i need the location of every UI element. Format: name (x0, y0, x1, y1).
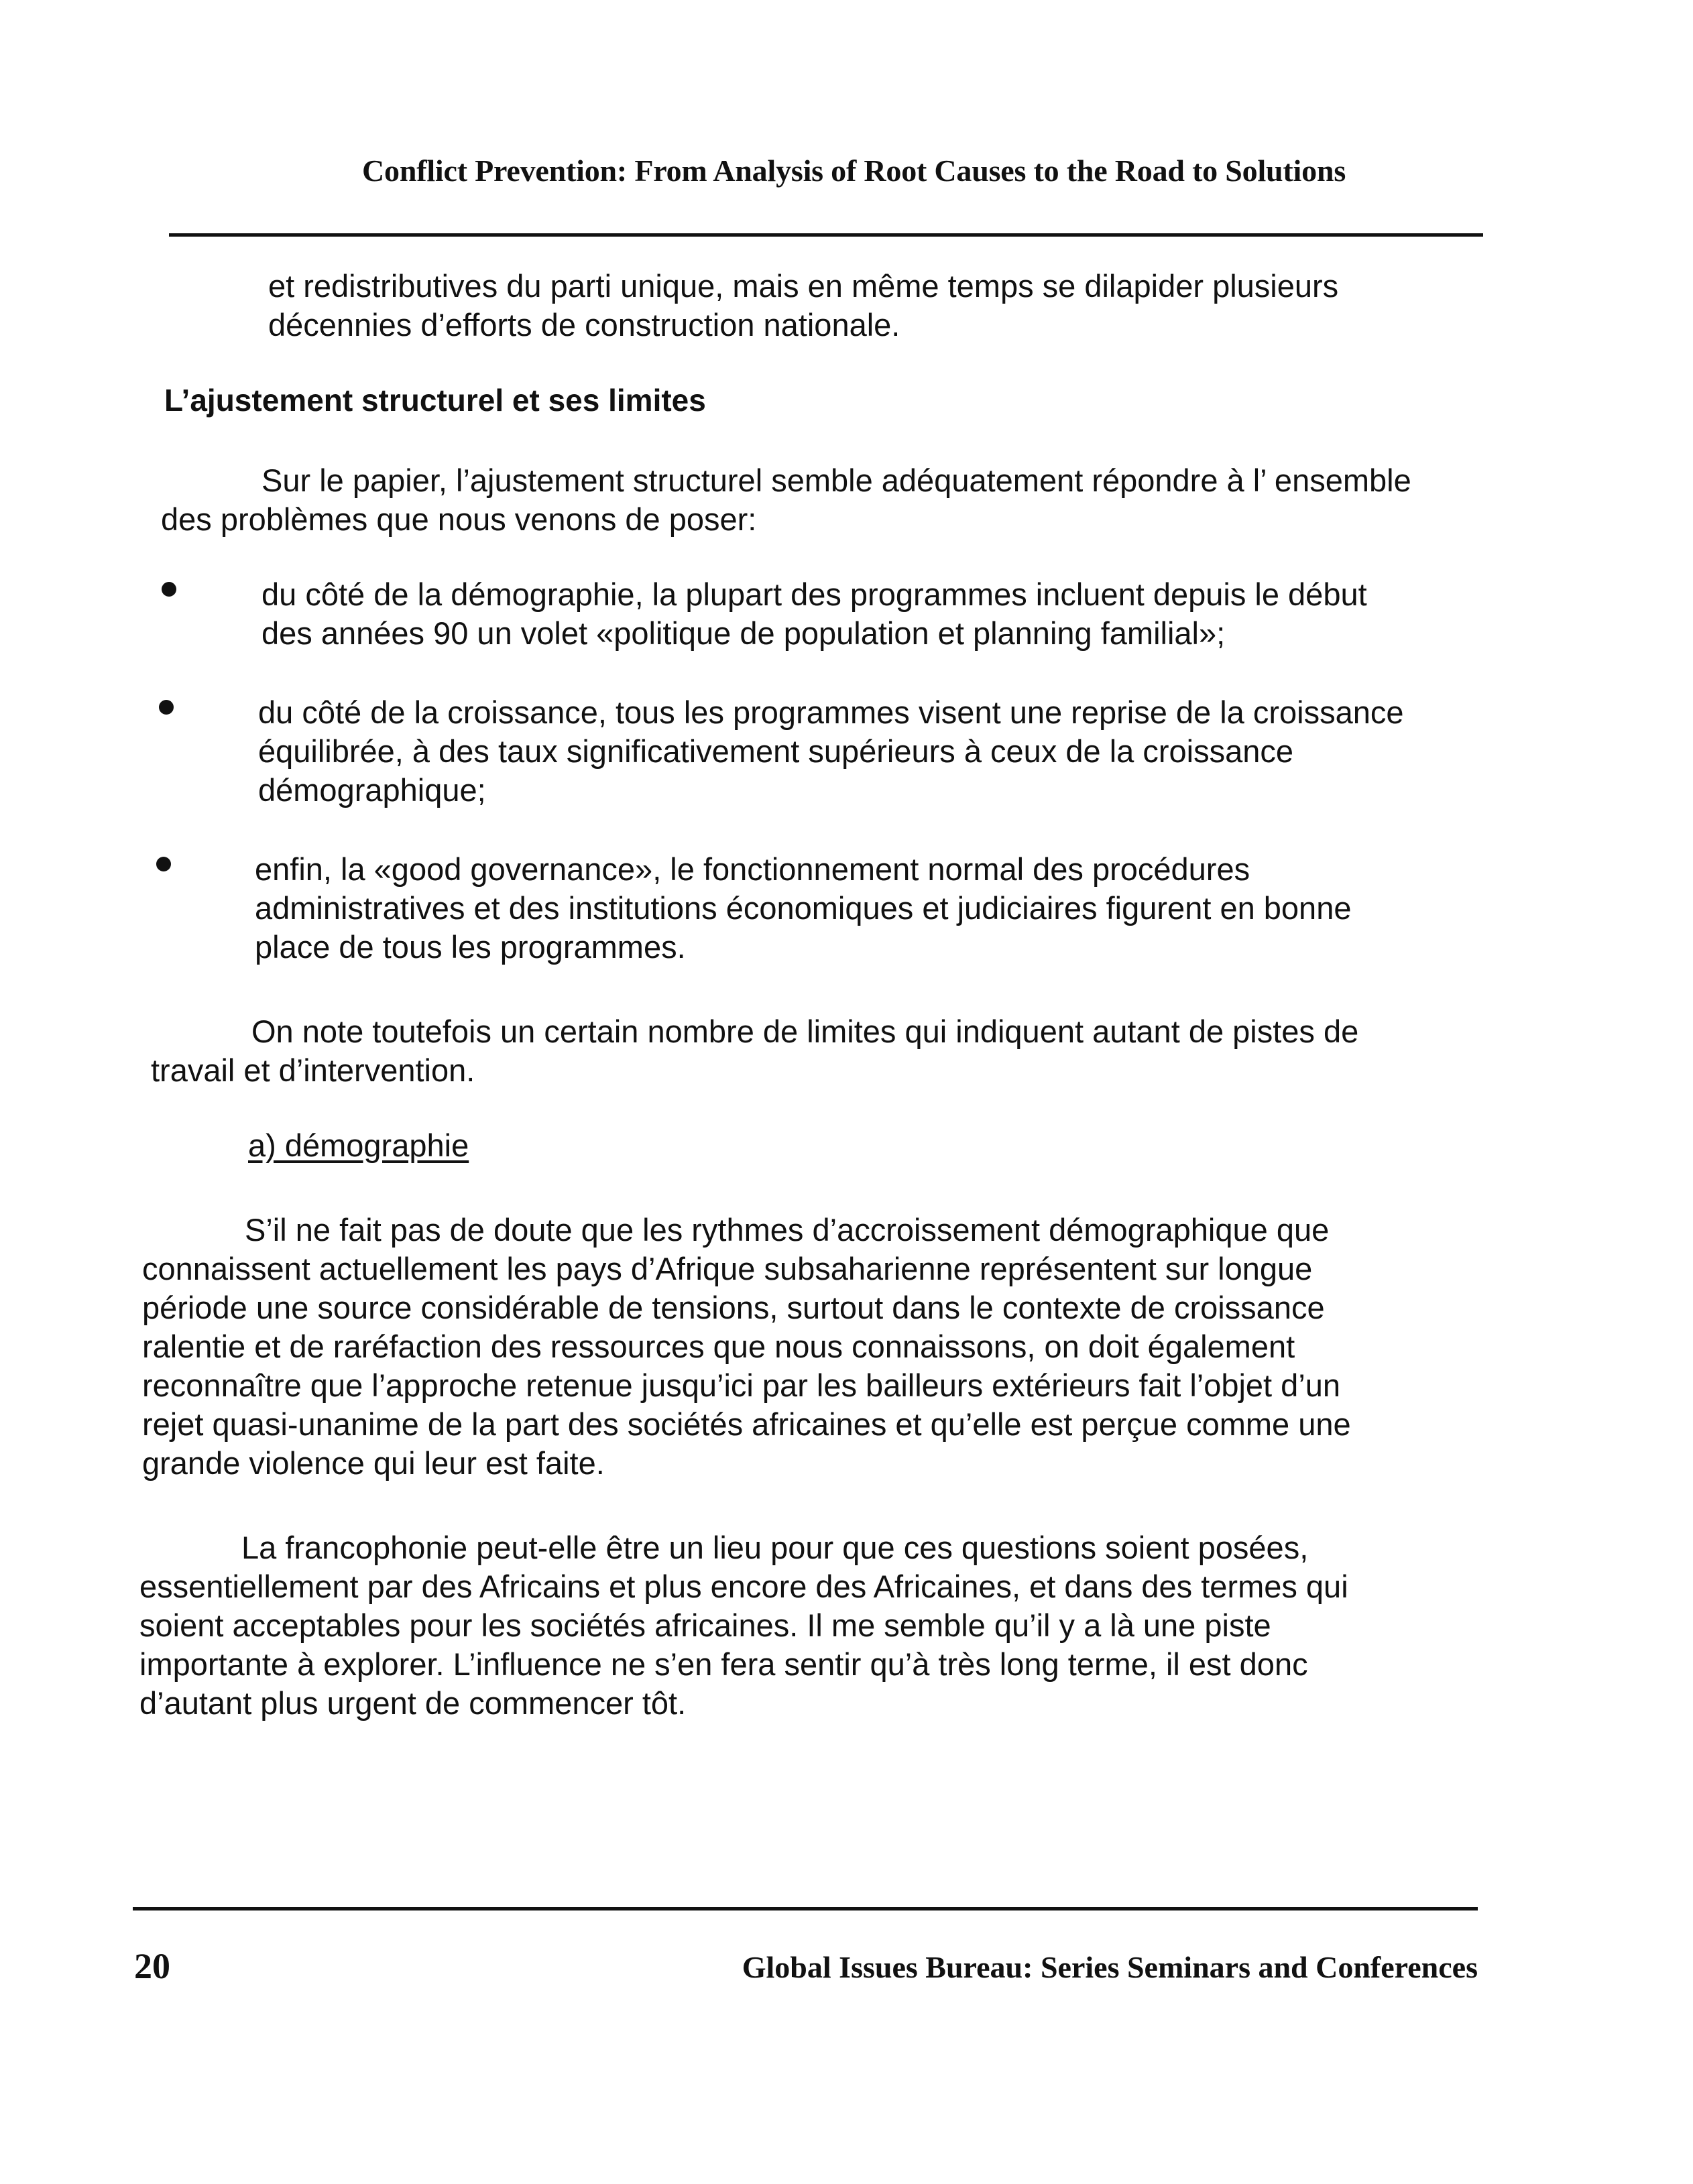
footer-rule (133, 1907, 1478, 1910)
francophonie-line-5: d’autant plus urgent de commencer tôt. (139, 1685, 687, 1721)
bullet-dot (162, 582, 176, 597)
bullet-2-line-3: démographique; (258, 772, 486, 808)
footer-series-title: Global Issues Bureau: Series Seminars and Conferences (742, 1950, 1478, 1984)
continuation-line-1: et redistributives du parti unique, mais en même temps se dilapider plusieurs (268, 268, 1339, 304)
bullet-dot (159, 700, 174, 715)
subheading-demographie: a) démographie (248, 1128, 469, 1163)
demography-line-6: rejet quasi-unanime de la part des sociétés africaines et qu’elle est perçue comme une (142, 1406, 1351, 1442)
demography-line-5: reconnaître que l’approche retenue jusqu’ici par les bailleurs extérieurs fait l’objet d’un (142, 1368, 1341, 1403)
section-heading: L’ajustement structurel et ses limites (164, 383, 706, 418)
bullet-2-line-2: équilibrée, à des taux significativement supérieurs à ceux de la croissance (258, 733, 1294, 769)
intro-line-2: des problèmes que nous venons de poser: (161, 501, 757, 537)
bullet-3-line-1: enfin, la «good governance», le fonctionnement normal des procédures (255, 851, 1250, 887)
limits-line-2: travail et d’intervention. (151, 1052, 475, 1088)
demography-line-7: grande violence qui leur est faite. (142, 1445, 605, 1481)
running-header: Conflict Prevention: From Analysis of Root Causes to the Road to Solutions (362, 154, 1346, 188)
continuation-line-2: décennies d’efforts de construction nationale. (268, 307, 900, 343)
limits-line-1: On note toutefois un certain nombre de limites qui indiquent autant de pistes de (251, 1014, 1359, 1049)
demography-line-1: S’il ne fait pas de doute que les rythmes d’accroissement démographique que (245, 1212, 1330, 1248)
bullet-1-line-1: du côté de la démographie, la plupart des programmes incluent depuis le début (261, 577, 1367, 612)
bullet-1-line-2: des années 90 un volet «politique de population et planning familial»; (261, 615, 1226, 651)
demography-line-2: connaissent actuellement les pays d’Afrique subsaharienne représentent sur longue (142, 1251, 1313, 1286)
demography-line-4: ralentie et de raréfaction des ressources que nous connaissons, on doit également (142, 1329, 1295, 1364)
bullet-3-line-2: administratives et des institutions économiques et judiciaires figurent en bonne (255, 890, 1352, 926)
francophonie-line-3: soient acceptables pour les sociétés africaines. Il me semble qu’il y a là une piste (139, 1607, 1271, 1643)
bullet-dot (156, 857, 171, 871)
francophonie-line-4: importante à explorer. L’influence ne s’en fera sentir qu’à très long terme, il est donc (139, 1646, 1308, 1682)
bullet-2-line-1: du côté de la croissance, tous les programmes visent une reprise de la croissance (258, 694, 1404, 730)
demography-line-3: période une source considérable de tensions, surtout dans le contexte de croissance (142, 1290, 1325, 1325)
francophonie-line-2: essentiellement par des Africains et plus encore des Africaines, et dans des termes qui (139, 1569, 1348, 1604)
header-rule (169, 233, 1483, 237)
intro-line-1: Sur le papier, l’ajustement structurel semble adéquatement répondre à l’ ensemble (261, 463, 1411, 498)
page-number: 20 (134, 1946, 170, 1986)
bullet-3-line-3: place de tous les programmes. (255, 929, 686, 965)
francophonie-line-1: La francophonie peut-elle être un lieu pour que ces questions soient posées, (241, 1530, 1309, 1565)
